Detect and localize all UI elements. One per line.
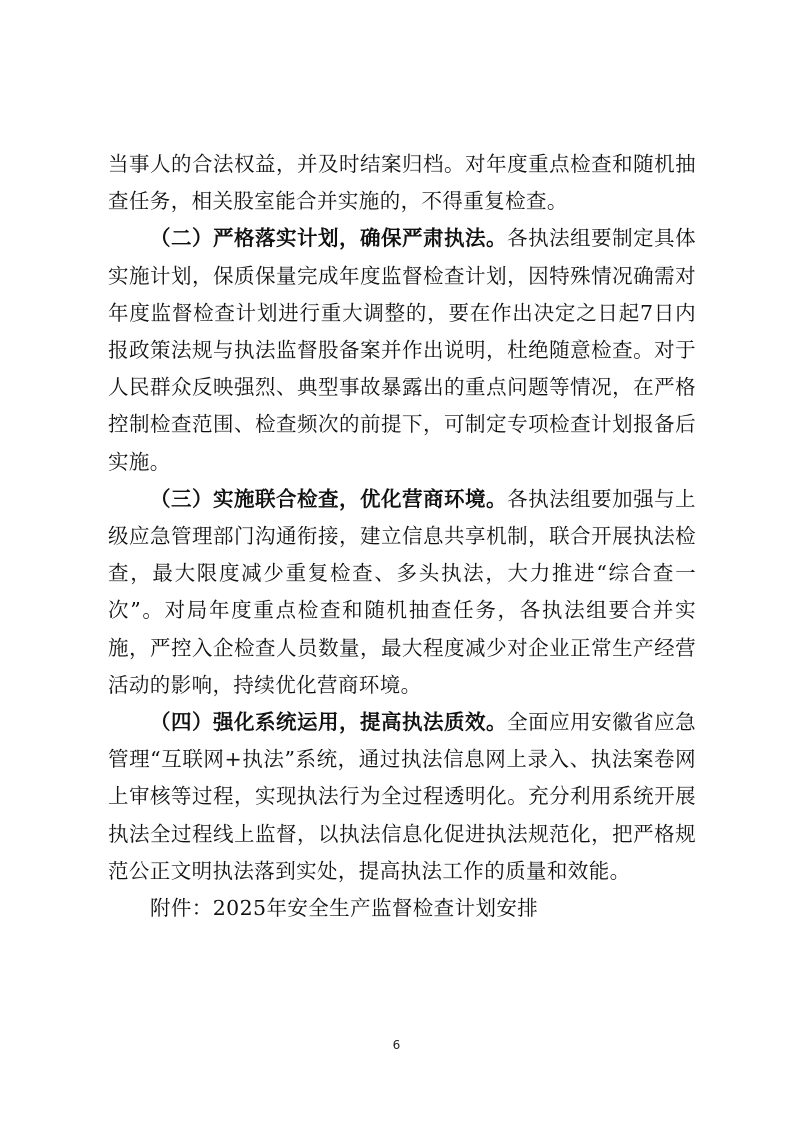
paragraph-section-3 bbox=[108, 481, 696, 704]
paragraph-section-2 bbox=[108, 220, 696, 480]
paragraph-text: 当事人的合法权益，并及时结案归档。对年度重点检查和随机抽查任务，相关股室能合并实施的，不得重复检查。 bbox=[108, 152, 696, 214]
attachment-line: 附件：2025年安全生产监督检查计划安排 bbox=[150, 896, 539, 921]
page-number: 6 bbox=[392, 1038, 401, 1052]
paragraph-text: 全面应用安徽省应急管理“互联网+执法”系统，通过执法信息网上录入、执法案卷网上审核等过程，实现执法行为全过程透明化。充分利用系统开展执法全过程线上监督，以执法信息化促进执法规范化，把严格规范公正文明执法落到实处，提高执法工作的质量和效能。 bbox=[108, 710, 696, 883]
document-body bbox=[108, 146, 696, 927]
section-heading: （二）严格落实计划，确保严肃执法。 bbox=[150, 226, 508, 251]
paragraph-continuation bbox=[108, 146, 696, 220]
paragraph-section-4 bbox=[108, 704, 696, 890]
section-heading: （三）实施联合检查，优化营商环境。 bbox=[150, 486, 508, 511]
paragraph-text: 各执法组要制定具体实施计划，保质保量完成年度监督检查计划，因特殊情况确需对年度监督检查计划进行重大调整的，要在作出决定之日起7日内报政策法规与执法监督股备案并作出说明，杜绝随意检查。对于人民群众反映强烈、典型事故暴露出的重点问题等情况，在严格控制检查范围、检查频次的前提下，可制定专项检查计划报备后实施。 bbox=[108, 226, 696, 474]
paragraph-text: 各执法组要加强与上级应急管理部门沟通衔接，建立信息共享机制，联合开展执法检查，最大限度减少重复检查、多头执法，大力推进“综合查一次”。对局年度重点检查和随机抽查任务，各执法组要合并实施，严控入企检查人员数量，最大程度减少对企业正常生产经营活动的影响，持续优化营商环境。 bbox=[108, 486, 696, 697]
section-heading: （四）强化系统运用，提高执法质效。 bbox=[150, 710, 508, 735]
